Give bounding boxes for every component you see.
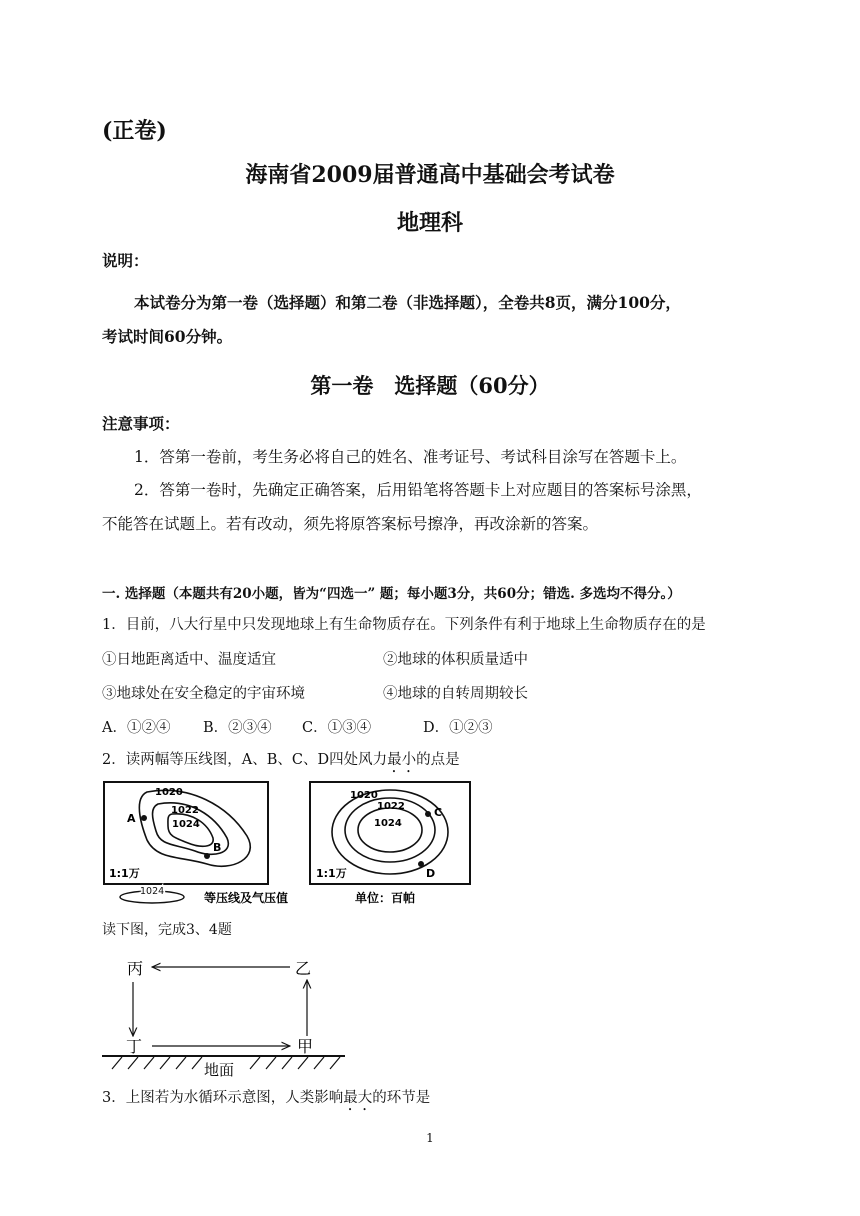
q1-choice-b: B．②③④	[203, 720, 272, 736]
q3-stem-emphasis: 最大	[343, 1090, 373, 1106]
map1-isobar-1020: 1020	[155, 787, 183, 798]
map1-isobar-1024: 1024	[172, 819, 200, 830]
map2-point-d: D	[426, 867, 436, 880]
part-heading: 一. 选择题（本题共有20小题，皆为“四选一” 题；每小题3分，共60分；错选. 多选均不得分。）	[102, 586, 681, 602]
map1-scale: 1:1万	[109, 867, 140, 880]
instructions-line-2: 考试时间60分钟。	[102, 327, 233, 346]
notes-label: 注意事项：	[102, 414, 180, 433]
question-1-stem: 1．目前，八大行星中只发现地球上有生命物质存在。下列条件有利于地球上生命物质存在的是	[102, 617, 706, 633]
q1-option-1: ①日地距离适中、温度适宜	[102, 652, 276, 668]
map1-isobar-1022: 1022	[171, 805, 199, 816]
isobar-map-1	[104, 782, 268, 884]
question-3-stem	[102, 1086, 430, 1114]
unit-label: 单位：百帕	[355, 891, 416, 905]
section-title: 第一卷 选择题（60分）	[310, 373, 550, 398]
exam-subject: 地理科	[396, 210, 463, 236]
isobar-maps-figure	[100, 776, 480, 911]
note-2-line-1: 2．答第一卷时，先确定正确答案，后用铅笔将答题卡上对应题目的答案标号涂黑，	[134, 481, 702, 499]
legend-label: 等压线及气压值	[204, 891, 289, 905]
q2-stem-pre: 2．读两幅等压线图，A、B、C、D四处风力	[102, 752, 388, 768]
node-yi: 乙	[295, 959, 312, 978]
q1-choice-d: D．①②③	[423, 720, 493, 736]
exam-title: 海南省2009届普通高中基础会考试卷	[245, 162, 615, 188]
q3-stem-pre: 3．上图若为水循环示意图，人类影响	[102, 1090, 344, 1106]
isobar-legend	[120, 886, 415, 905]
map1-point-a: A	[127, 812, 136, 825]
q2-stem-emphasis: 最小	[387, 752, 417, 768]
q34-intro: 读下图，完成3、4题	[102, 922, 232, 938]
q1-choice-c: C．①③④	[302, 720, 372, 736]
q2-stem-post: 的点是	[416, 752, 460, 768]
node-bing: 丙	[127, 959, 144, 978]
note-2-line-2: 不能答在试题上。若有改动，须先将原答案标号擦净，再改涂新的答案。	[102, 515, 599, 533]
q1-option-4: ④地球的自转周期较长	[383, 686, 528, 702]
map2-scale: 1:1万	[316, 867, 347, 880]
note-1: 1．答第一卷前，考生务必将自己的姓名、准考证号、考试科目涂写在答题卡上。	[134, 448, 687, 466]
ground-label: 地面	[204, 1061, 235, 1079]
page-number: 1	[426, 1131, 434, 1145]
q1-option-2: ②地球的体积质量适中	[383, 652, 528, 668]
cycle-diagram	[100, 952, 350, 1080]
instructions-line-1: 本试卷分为第一卷（选择题）和第二卷（非选择题），全卷共8页，满分100分，	[134, 293, 681, 312]
legend-value: 1024	[140, 886, 165, 897]
map2-isobar-1020: 1020	[350, 790, 378, 801]
exam-tag: (正卷)	[102, 118, 167, 144]
node-ding: 丁	[126, 1037, 143, 1056]
map2-isobar-1022: 1022	[377, 801, 405, 812]
q1-choice-a: A．①②④	[102, 720, 171, 736]
map1-point-b: B	[213, 841, 222, 854]
isobar-map-2	[310, 782, 470, 884]
map2-point-c: C	[434, 806, 443, 819]
q1-option-3: ③地球处在安全稳定的宇宙环境	[102, 686, 305, 702]
question-2-stem	[102, 748, 460, 776]
map2-isobar-1024: 1024	[374, 818, 402, 829]
node-jia: 甲	[297, 1037, 314, 1056]
q3-stem-post: 的环节是	[372, 1090, 431, 1106]
instructions-label: 说明：	[102, 251, 149, 270]
